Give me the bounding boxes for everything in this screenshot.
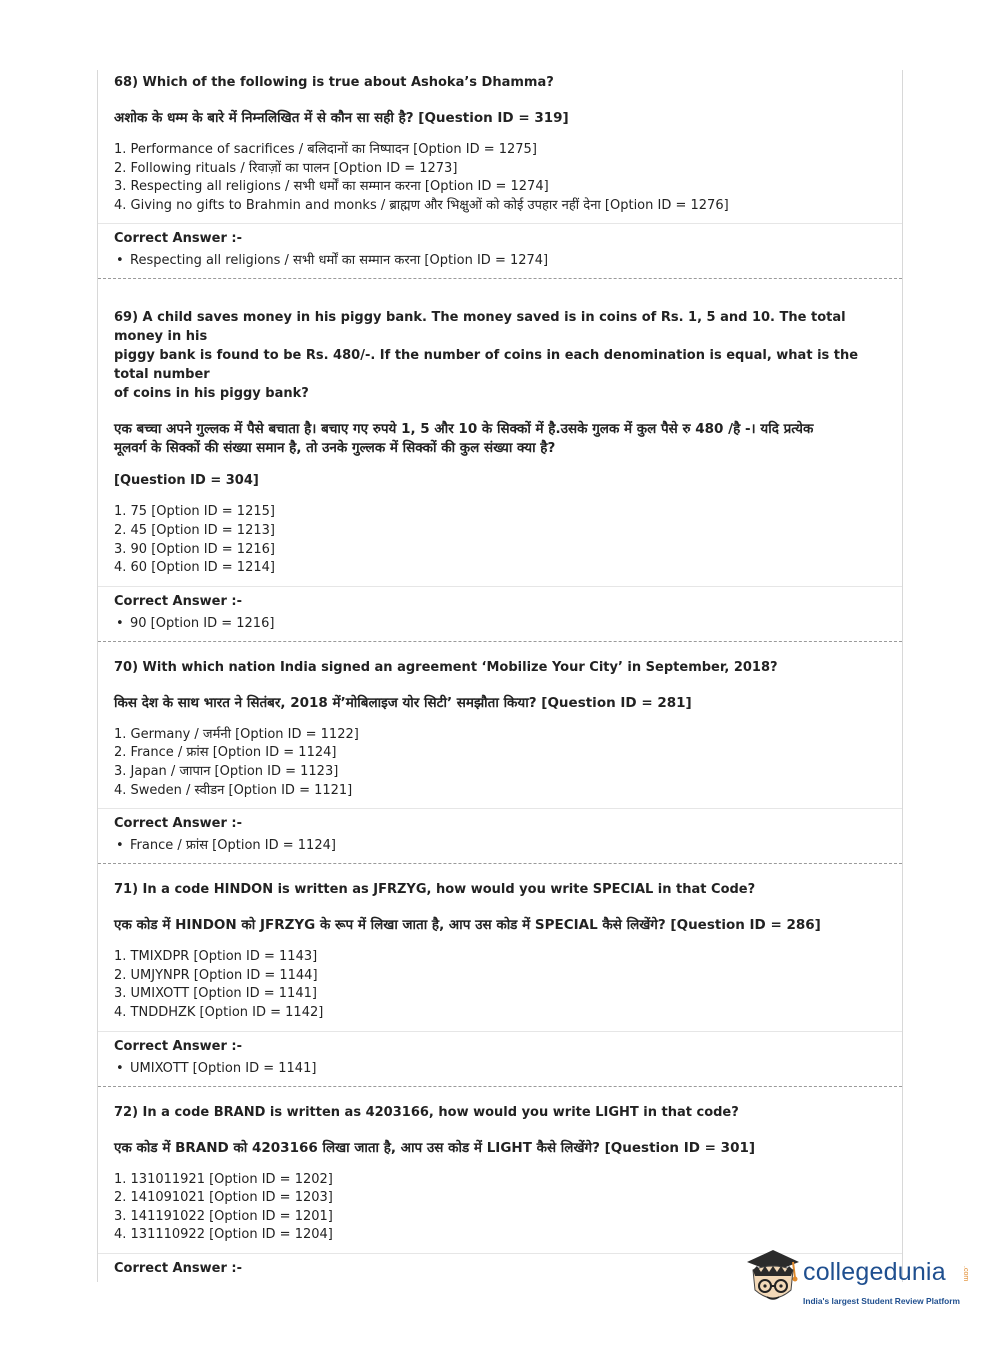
- bullet-icon: •: [116, 1060, 124, 1076]
- bullet-icon: •: [116, 615, 124, 631]
- options-list: [114, 726, 886, 800]
- option: 3. UMIXOTT [Option ID = 1141]: [114, 986, 317, 1002]
- question-71: [98, 864, 902, 1022]
- question-title: 68) Which of the following is true about Ashoka’s Dhamma?: [114, 75, 554, 90]
- correct-answer-heading: Correct Answer :-: [114, 593, 242, 609]
- bullet-icon: •: [116, 838, 124, 854]
- option: 2. 141091021 [Option ID = 1203]: [114, 1190, 333, 1206]
- answer-block: [98, 587, 902, 633]
- question-hindi: एक कोड में BRAND को 4203166 लिखा जाता है, आप उस कोड में LIGHT कैसे लिखेंगे? [Question ID = 301]: [114, 1139, 756, 1156]
- option: 2. France / फ्रांस [Option ID = 1124]: [114, 745, 337, 761]
- question-68: [98, 70, 902, 215]
- option: 3. 90 [Option ID = 1216]: [114, 541, 275, 557]
- logo-suffix: .com: [962, 1266, 969, 1282]
- document-page: [97, 70, 903, 1282]
- option: 1. 131011921 [Option ID = 1202]: [114, 1171, 333, 1187]
- question-title: 71) In a code HINDON is written as JFRZYG, how would you write SPECIAL in that Code?: [114, 882, 756, 898]
- option: 2. 45 [Option ID = 1213]: [114, 522, 275, 538]
- question-69: [98, 279, 902, 577]
- option: 2. Following rituals / रिवाज़ों का पालन [Option ID = 1273]: [114, 160, 458, 176]
- option: 3. Japan / जापान [Option ID = 1123]: [114, 763, 339, 779]
- option: 4. 131110922 [Option ID = 1204]: [114, 1227, 333, 1243]
- question-hindi-line: एक बच्चा अपने गुल्लक में पैसे बचाता है। बचाए गए रुपये 1, 5 और 10 के सिक्कों में है.उसके गुलक में कुल पैसे रु 480 /है -। यदि प्रत्येक: [114, 421, 814, 438]
- option: 4. Giving no gifts to Brahmin and monks / ब्राह्मण और भिक्षुओं को कोई उपहार नहीं देना [Option ID = 1276]: [114, 197, 729, 213]
- question-70: [98, 642, 902, 800]
- option: 3. 141191022 [Option ID = 1201]: [114, 1208, 333, 1224]
- correct-answer: [114, 1060, 886, 1078]
- correct-answer: [114, 615, 886, 633]
- question-hindi: एक कोड में HINDON को JFRZYG के रूप में लिखा जाता है, आप उस कोड में SPECIAL कैसे लिखेंगे? [Question ID = 286]: [114, 917, 821, 934]
- correct-answer-text: 90 [Option ID = 1216]: [130, 615, 275, 631]
- question-title-line: piggy bank is found to be Rs. 480/-. If the number of coins in each denomination is equal, what is the total number: [114, 348, 859, 383]
- correct-answer-heading: Correct Answer :-: [114, 231, 242, 247]
- correct-answer-text: Respecting all religions / सभी धर्मों का सम्मान करना [Option ID = 1274]: [130, 253, 549, 269]
- logo-tagline: India's largest Student Review Platform: [803, 1296, 960, 1306]
- answer-block: [98, 224, 902, 270]
- question-72: [98, 1087, 902, 1245]
- question-title: 72) In a code BRAND is written as 4203166, how would you write LIGHT in that code?: [114, 1104, 739, 1120]
- option: 4. 60 [Option ID = 1214]: [114, 560, 275, 576]
- question-id: [Question ID = 304]: [114, 473, 259, 489]
- option: 2. UMJYNPR [Option ID = 1144]: [114, 967, 318, 983]
- question-hindi: किस देश के साथ भारत ने सितंबर, 2018 में’मोबिलाइज योर सिटी’ समझौता किया? [Question ID = 281]: [114, 694, 692, 711]
- correct-answer: [114, 837, 886, 855]
- option: 4. TNDDHZK [Option ID = 1142]: [114, 1004, 324, 1020]
- question-title-line: 69) A child saves money in his piggy bank. The money saved is in coins of Rs. 1, 5 and 10. The total money in his: [114, 310, 846, 345]
- options-list: [114, 141, 886, 215]
- question-title: 70) With which nation India signed an agreement ‘Mobilize Your City’ in September, 2018?: [114, 659, 778, 675]
- answer-block: [98, 1032, 902, 1078]
- mascot-icon: [743, 1248, 803, 1310]
- option: 4. Sweden / स्वीडन [Option ID = 1121]: [114, 782, 353, 798]
- collegedunia-logo: [743, 1248, 973, 1310]
- option: 1. Performance of sacrifices / बलिदानों का निष्पादन [Option ID = 1275]: [114, 142, 537, 157]
- option: 1. 75 [Option ID = 1215]: [114, 504, 275, 520]
- correct-answer-text: UMIXOTT [Option ID = 1141]: [130, 1060, 317, 1076]
- option: 3. Respecting all religions / सभी धर्मों का सम्मान करना [Option ID = 1274]: [114, 179, 549, 195]
- logo-wordmark: collegedunia: [803, 1258, 946, 1286]
- bullet-icon: •: [116, 253, 124, 269]
- question-hindi-line: मूलवर्ग के सिक्कों की संख्या समान है, तो उनके गुल्लक में सिक्कों की कुल संख्या क्या है?: [114, 440, 556, 457]
- correct-answer-heading: Correct Answer :-: [114, 1038, 242, 1054]
- options-list: [114, 503, 886, 577]
- option: 1. Germany / जर्मनी [Option ID = 1122]: [114, 726, 359, 742]
- correct-answer-heading: Correct Answer :-: [114, 1260, 242, 1276]
- option: 1. TMIXDPR [Option ID = 1143]: [114, 949, 318, 965]
- question-title-line: of coins in his piggy bank?: [114, 386, 309, 402]
- options-list: [114, 948, 886, 1022]
- answer-block: [98, 809, 902, 855]
- options-list: [114, 1171, 886, 1245]
- correct-answer: [114, 252, 886, 270]
- question-hindi: अशोक के धम्म के बारे में निम्नलिखित में से कौन सा सही है? [Question ID = 319]: [114, 110, 569, 126]
- correct-answer-text: France / फ्रांस [Option ID = 1124]: [130, 838, 336, 854]
- correct-answer-heading: Correct Answer :-: [114, 816, 242, 832]
